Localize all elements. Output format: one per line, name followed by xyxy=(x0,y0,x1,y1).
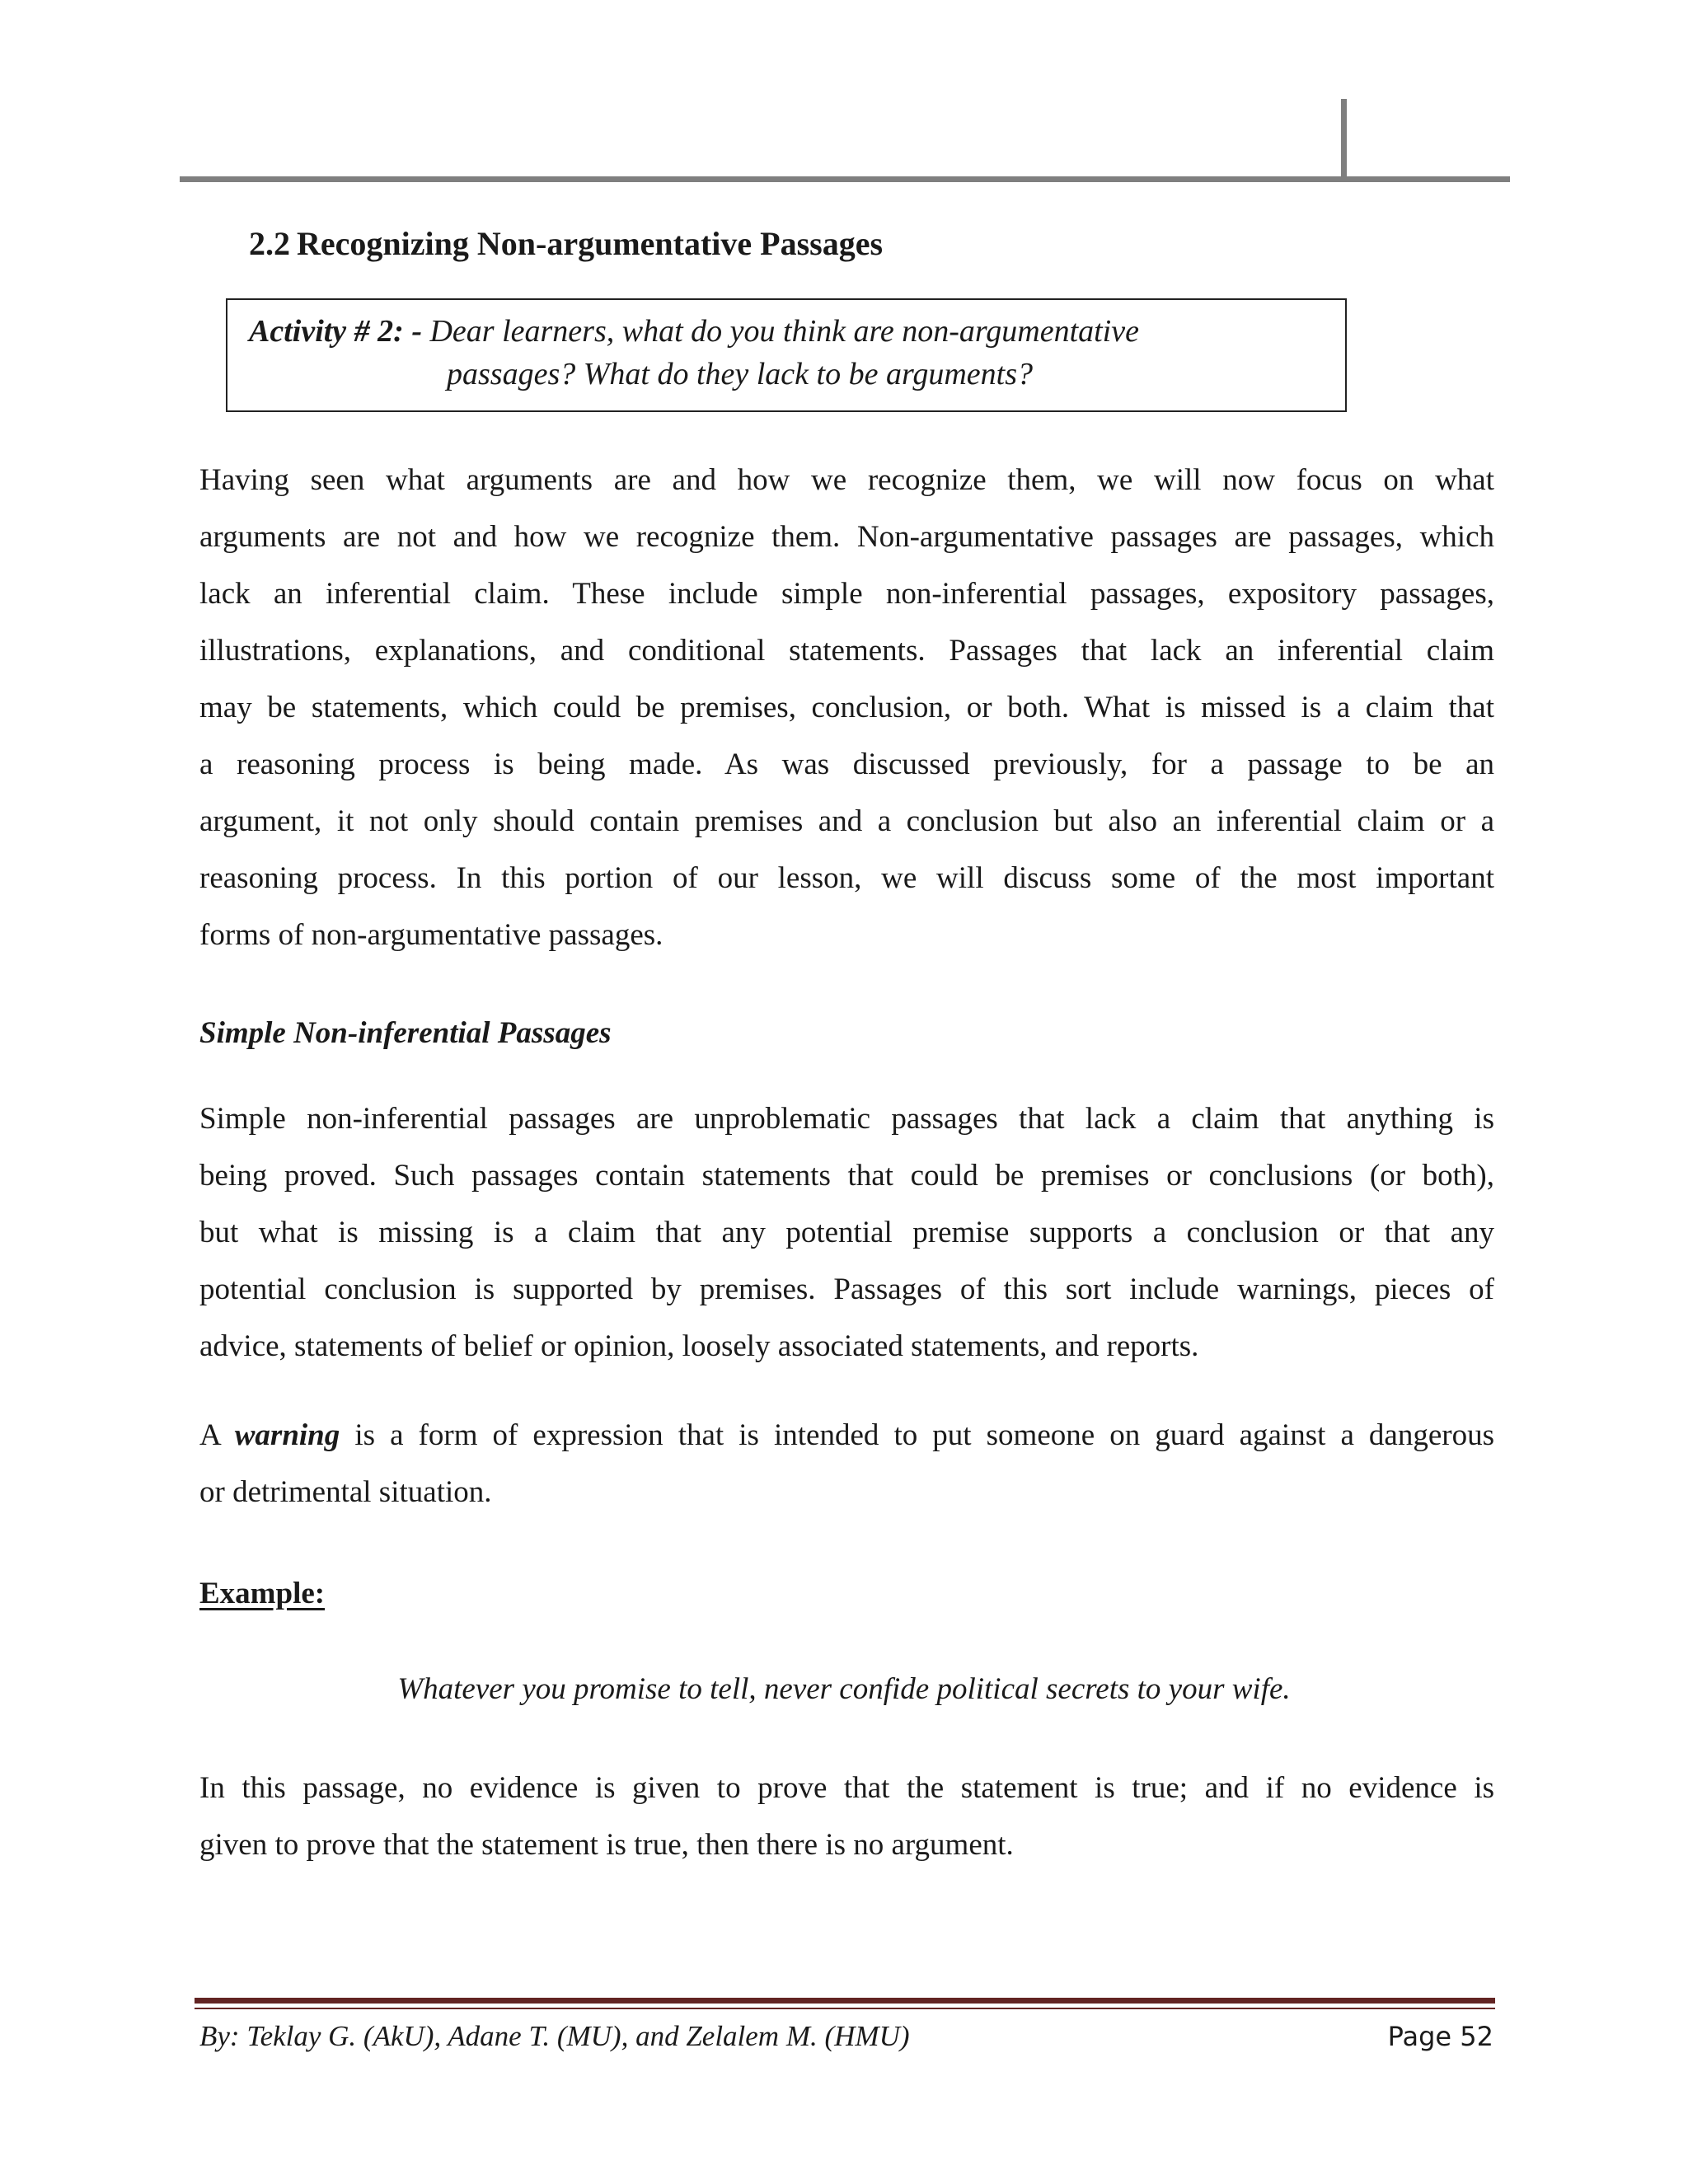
activity-box xyxy=(226,298,1347,412)
subheading-simple-non-inferential: Simple Non-inferential Passages xyxy=(199,1016,612,1050)
header-rule xyxy=(180,176,1510,182)
example-quote: Whatever you promise to tell, never confide political secrets to your wife. xyxy=(397,1672,1291,1706)
activity-question-2: passages? What do they lack to be arguments? xyxy=(447,357,1033,391)
section-title: Recognizing Non-argumentative Passages xyxy=(297,225,884,262)
header-tick-mark xyxy=(1341,99,1347,180)
section-number: 2.2 xyxy=(249,225,290,262)
paragraph-line: Having seen what arguments are and how we recognize them, we will now focus on what xyxy=(199,463,1494,497)
section-heading xyxy=(249,221,883,267)
paragraph-line: forms of non-argumentative passages. xyxy=(199,918,663,952)
conclusion-paragraph xyxy=(199,1760,1494,1873)
footer-page-number: Page 52 xyxy=(1387,2021,1493,2052)
paragraph-line: a reasoning process is being made. As was discussed previously, for a passage to be an xyxy=(199,748,1494,781)
footer-rule xyxy=(195,1998,1495,2004)
paragraph-line: In this passage, no evidence is given to prove that the statement is true; and if no evidence is xyxy=(199,1771,1494,1805)
paragraph-line: given to prove that the statement is true, then there is no argument. xyxy=(199,1828,1014,1862)
paragraph-line: but what is missing is a claim that any potential premise supports a conclusion or that any xyxy=(199,1216,1494,1249)
activity-question-1: Dear learners, what do you think are non-argumentative xyxy=(421,314,1139,349)
paragraph-line: potential conclusion is supported by premises. Passages of this sort include warnings, pieces of xyxy=(199,1272,1494,1306)
paragraph-line: illustrations, explanations, and conditional statements. Passages that lack an inferential claim xyxy=(199,634,1494,668)
paragraph-line: advice, statements of belief or opinion, loosely associated statements, and reports. xyxy=(199,1329,1199,1363)
footer-rule-thin xyxy=(195,2008,1495,2009)
warning-term: warning xyxy=(234,1418,340,1452)
paragraph-line: being proved. Such passages contain statements that could be premises or conclusions (or both), xyxy=(199,1159,1494,1193)
paragraph-line xyxy=(199,1407,1494,1464)
paragraph-line: reasoning process. In this portion of our lesson, we will discuss some of the most important xyxy=(199,861,1494,895)
activity-line-1 xyxy=(249,310,1139,353)
warning-prefix: A xyxy=(199,1418,235,1452)
paragraph-line: arguments are not and how we recognize them. Non-argumentative passages are passages, which xyxy=(199,520,1494,554)
warning-definition: is a form of expression that is intended to put someone on guard against a dangerous xyxy=(340,1418,1494,1452)
example-label: Example: xyxy=(199,1577,326,1610)
warning-paragraph xyxy=(199,1407,1494,1521)
activity-label: Activity # 2: - xyxy=(249,314,422,349)
paragraph-line: or detrimental situation. xyxy=(199,1475,492,1509)
paragraph-line: Simple non-inferential passages are unproblematic passages that lack a claim that anything is xyxy=(199,1102,1494,1136)
paragraph-line: may be statements, which could be premises, conclusion, or both. What is missed is a claim that xyxy=(199,691,1494,724)
paragraph-line: lack an inferential claim. These include simple non-inferential passages, expository passages, xyxy=(199,577,1494,611)
footer-authors: By: Teklay G. (AkU), Adane T. (MU), and Zelalem M. (HMU) xyxy=(199,2020,910,2052)
intro-paragraph xyxy=(199,452,1494,963)
paragraph-line: argument, it not only should contain premises and a conclusion but also an inferential claim or a xyxy=(199,804,1494,838)
simple-paragraph xyxy=(199,1090,1494,1375)
